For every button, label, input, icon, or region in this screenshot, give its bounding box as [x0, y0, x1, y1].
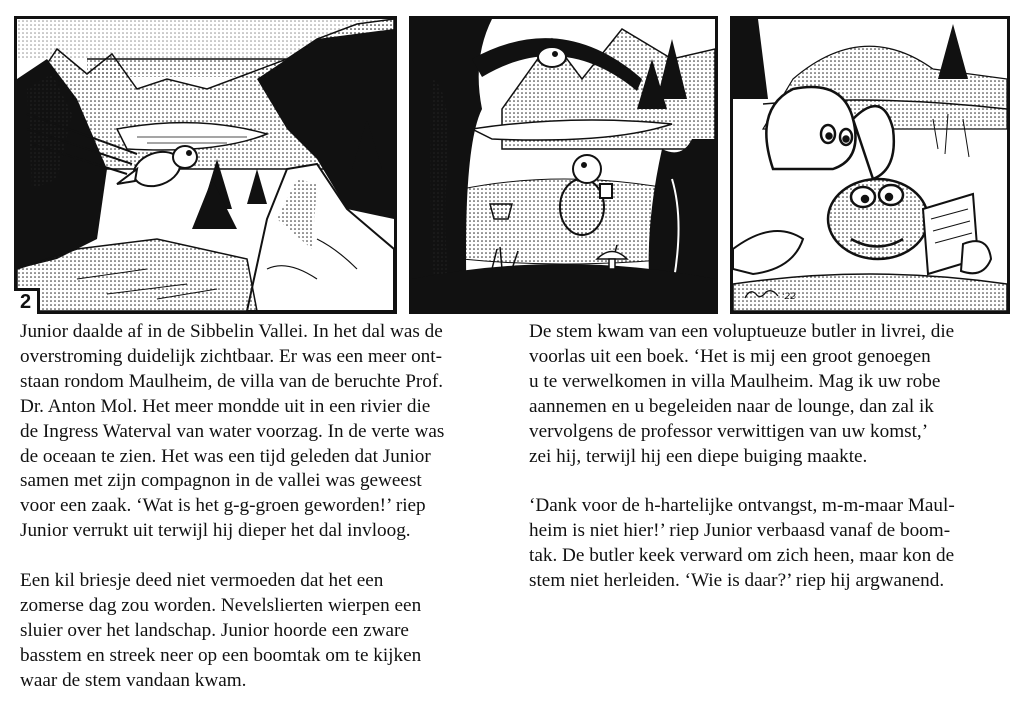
paragraph: Een kil briesje deed niet vermoeden dat het een zomerse dag zou worden. Nevelslierten wierpen een sluier over het landschap. Junior hoorde een zware basstem en streek neer op een boomtak om te kijken waar de stem vandaan kwam.: [20, 570, 422, 691]
comic-panel-2: [409, 16, 718, 314]
signature-scribble: [742, 286, 782, 306]
comic-panel-1: [14, 16, 397, 314]
panel-1-illustration: [17, 19, 394, 311]
paragraph: De stem kwam van een voluptueuze butler in livrei, die voorlas uit een boek. ‘Het is mij een groot genoegen u te verwelkomen in villa Maulheim. Mag ik uw robe aannemen en u begeleiden naar de lounge, dan zal ik vervolgens de professor verwittigen van uw komst,’ zei hij, terwijl hij een diepe buiging maakte.: [529, 321, 955, 467]
comic-panel-3: [730, 16, 1010, 314]
signature-year: '22: [782, 292, 796, 302]
story-text-left: [20, 320, 490, 718]
artist-signature: [742, 286, 802, 308]
paragraph: ‘Dank voor de h-hartelijke ontvangst, m-m-maar Maul- heim is niet hier!’ riep Junior verbaasd vanaf de boom- tak. De butler keek verward om zich heen, maar kon de stem niet herleiden. ‘Wie is daar?’ riep hij argwanend.: [529, 495, 955, 592]
paragraph: Junior daalde af in de Sibbelin Vallei. In het dal was de overstroming duidelijk zichtbaar. Er was een meer ont- staan rondom Maulheim, de villa van de beruchte Prof. Dr. Anton Mol. Het meer mondde uit in een rivier die de Ingress Waterval van water voorzag. In de verte was de oceaan te zien. Het was een tijd geleden dat Junior samen met zijn compagnon in de vallei was geweest voor een zaak. ‘Wat is het g-g-groen geworden!’ riep Junior verrukt uit terwijl hij dieper het dal invloog.: [20, 321, 445, 542]
story-text-right: [529, 320, 1014, 619]
panel-3-illustration: [733, 19, 1007, 311]
panel-2-illustration: [412, 19, 715, 311]
page-number: 2: [14, 288, 40, 314]
